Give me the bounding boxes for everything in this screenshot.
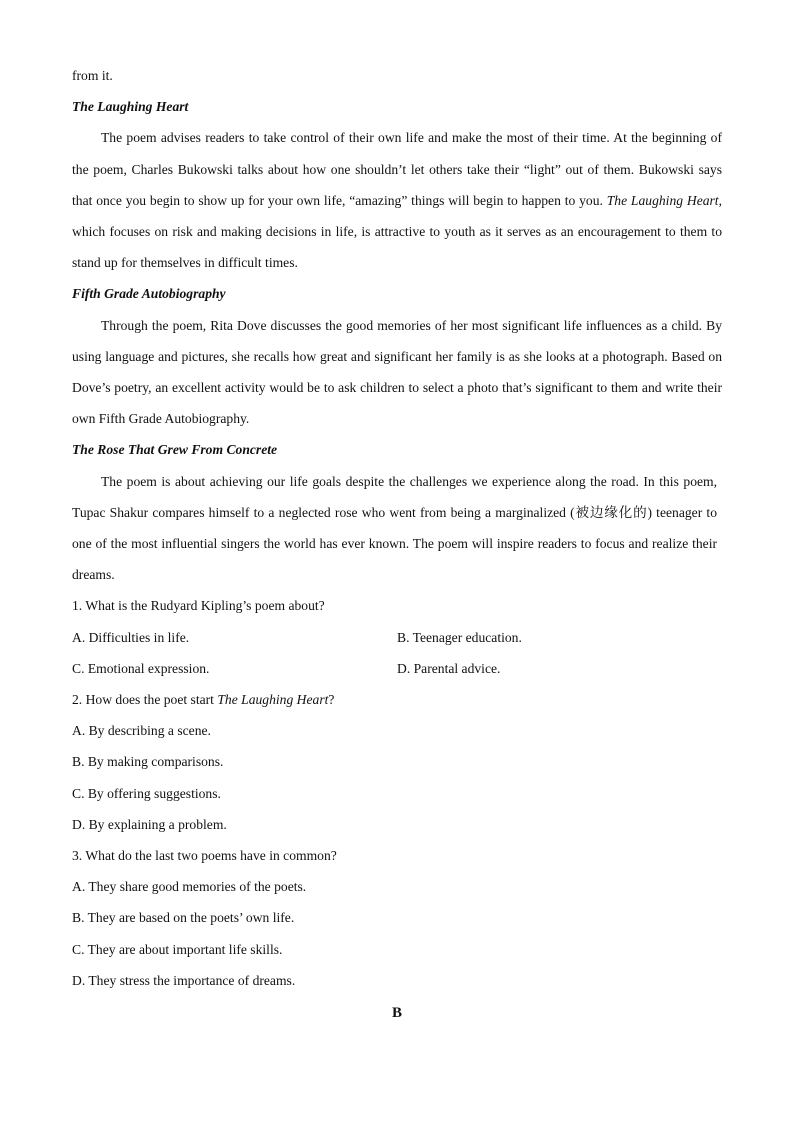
option-c[interactable]: C. Emotional expression.: [72, 660, 210, 676]
option-b[interactable]: B. They are based on the poets’ own life.: [72, 910, 295, 926]
question-1-options-row-1: [72, 622, 722, 653]
question-1-stem: 1. What is the Rudyard Kipling’s poem about?: [72, 598, 325, 614]
question-2-stem-end: ?: [328, 692, 335, 708]
question-1-options-row-2: [72, 653, 722, 684]
section-marker: B: [391, 1005, 402, 1021]
section-body-fifth-grade: Through the poem, Rita Dove discusses the good memories of her most significant life influences as a child. By using language and pictures, she recalls how great and significant her family is as she looks at a photograph. Based on Dove’s poetry, an excellent activity would be to ask children to select a photo that’s significant to them and write their own Fifth Grade Autobiography.: [72, 317, 722, 427]
option-a[interactable]: A. Difficulties in life.: [72, 629, 190, 645]
question-2-stem: [72, 684, 722, 715]
option-c[interactable]: C. By offering suggestions.: [72, 785, 221, 801]
option-b[interactable]: B. Teenager education.: [397, 629, 522, 645]
option-a[interactable]: A. They share good memories of the poets.: [72, 879, 307, 895]
section-title-fifth-grade: Fifth Grade Autobiography: [72, 286, 226, 302]
question-2-poem-title: The Laughing Heart: [217, 692, 329, 708]
section-title-rose-concrete: The Rose That Grew From Concrete: [72, 442, 278, 458]
section-body-text: , which focuses on risk and making decisions in life, is attractive to youth as it serves as an encouragement to them to stand up for themselves in difficult times.: [72, 192, 722, 271]
section-title-laughing-heart: The Laughing Heart: [72, 99, 189, 115]
document-page: [72, 60, 722, 996]
intro-tail-text: from it.: [72, 68, 113, 83]
section-body-text: The poem advises readers to take control of their own life and make the most of their time. At the beginning of the poem, Charles Bukowski talks about how one shouldn’t let others take their “light” out of them. Bukowski says that once you begin to show up for your own life, “amazing” things will begin to happen to you.: [72, 130, 722, 208]
question-3-stem: 3. What do the last two poems have in common?: [72, 848, 337, 864]
poem-title-inline: The Laughing Heart: [606, 192, 719, 208]
option-d[interactable]: D. They stress the importance of dreams.: [72, 972, 296, 988]
section-body-rose-concrete: The poem is about achieving our life goals despite the challenges we experience along the road. In this poem, Tupac Shakur compares himself to a neglected rose who went from being a marginalized (被边缘化的) teenager to one of the most influential singers the world has ever known. The poem will inspire readers to focus and realize their dreams.: [72, 473, 717, 583]
option-d[interactable]: D. By explaining a problem.: [72, 816, 227, 832]
section-body-laughing-heart: [72, 122, 722, 278]
option-c[interactable]: C. They are about important life skills.: [72, 941, 283, 957]
question-2-stem-text: 2. How does the poet start: [72, 692, 218, 708]
option-b[interactable]: B. By making comparisons.: [72, 754, 224, 770]
option-d[interactable]: D. Parental advice.: [397, 660, 501, 676]
option-a[interactable]: A. By describing a scene.: [72, 723, 211, 739]
